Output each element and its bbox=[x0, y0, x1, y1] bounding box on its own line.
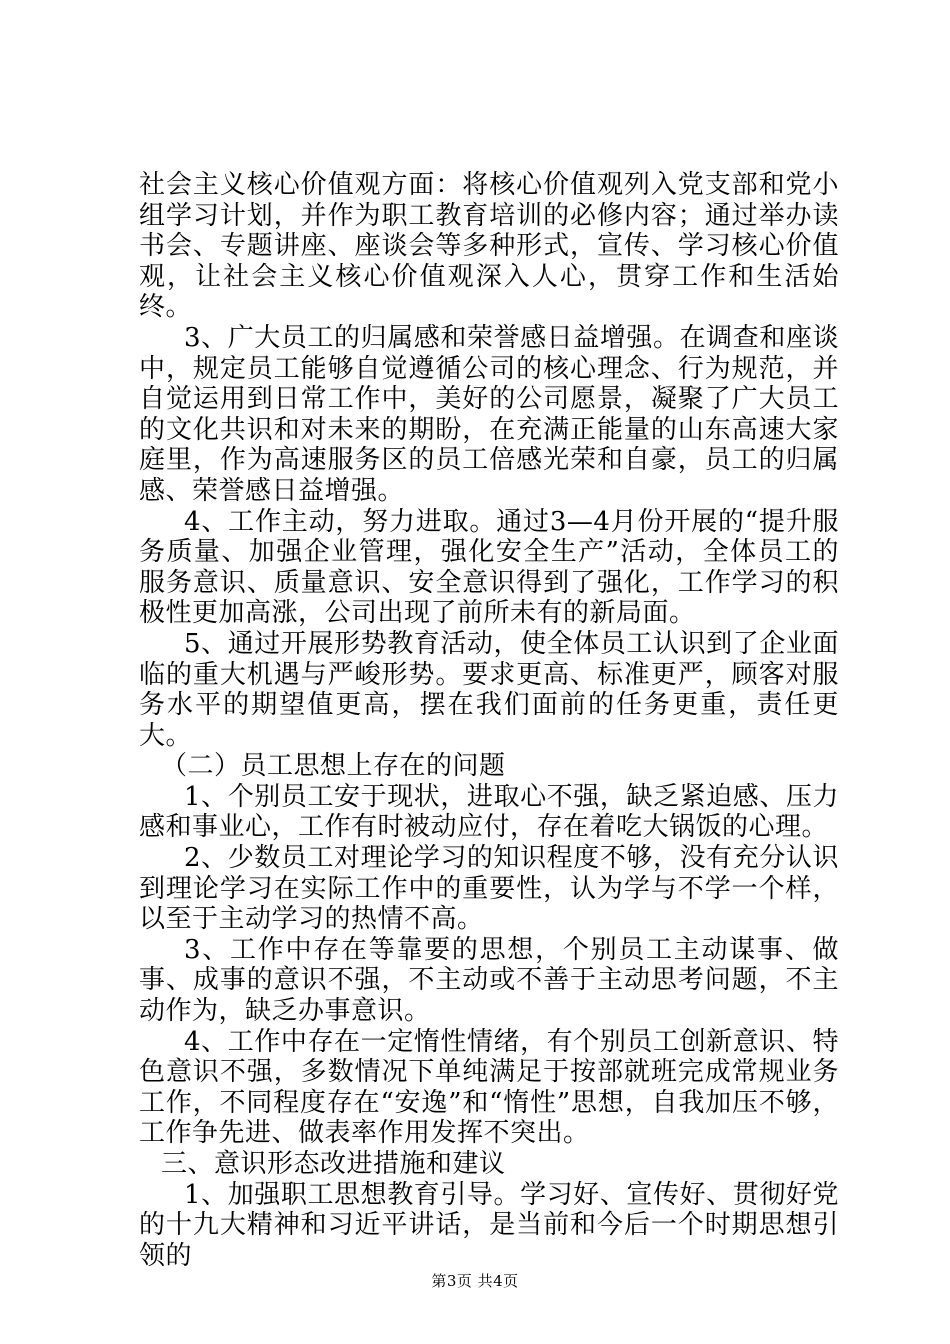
paragraph-problem-2: 2、少数员工对理论学习的知识程度不够，没有充分认识到理论学习在实际工作中的重要性，认为学与不学一个样，以至于主动学习的热情不高。 bbox=[139, 843, 839, 935]
paragraph-measure-1: 1、加强职工思想教育引导。学习好、宣传好、贯彻好党的十九大精神和习近平讲话，是当前和今后一个时期思想引领的 bbox=[139, 1179, 839, 1271]
paragraph-initiative: 4、工作主动，努力进取。通过3—4月份开展的“提升服务质量、加强企业管理，强化安全生产”活动，全体员工的服务意识、质量意识、安全意识得到了强化，工作学习的积极性更加高涨，公司出现了前所未有的新局面。 bbox=[139, 506, 839, 629]
section-heading-measures: 三、意识形态改进措施和建议 bbox=[161, 1149, 506, 1179]
paragraph-belonging: 3、广大员工的归属感和荣誉感日益增强。在调查和座谈中，规定员工能够自觉遵循公司的核心理念、行为规范，并自觉运用到日常工作中，美好的公司愿景，凝聚了广大员工的文化共识和对未来的期盼，在充满正能量的山东高速大家庭里，作为高速服务区的员工倍感光荣和自豪，员工的归属感、荣誉感日益增强。 bbox=[139, 322, 839, 506]
paragraph-problem-4: 4、工作中存在一定惰性情绪，有个别员工创新意识、特色意识不强，多数情况下单纯满足于按部就班完成常规业务工作，不同程度存在“安逸”和“惰性”思想，自我加压不够，工作争先进、做表率作用发挥不突出。 bbox=[139, 1026, 839, 1149]
paragraph-situation-education: 5、通过开展形势教育活动，使全体员工认识到了企业面临的重大机遇与严峻形势。要求更高、标准更严，顾客对服务水平的期望值更高，摆在我们面前的任务更重，责任更大。 bbox=[139, 628, 839, 751]
paragraph-problem-3: 3、工作中存在等靠要的思想，个别员工主动谋事、做事、成事的意识不强，不主动或不善于主动思考问题，不主动作为，缺乏办事意识。 bbox=[139, 934, 839, 1027]
paragraph-problem-1: 1、个别员工安于现状，进取心不强，缺乏紧迫感、压力感和事业心，工作有时被动应付，存在着吃大锅饭的心理。 bbox=[139, 781, 839, 843]
section-heading-problems: （二）员工思想上存在的问题 bbox=[161, 751, 506, 782]
document-body bbox=[139, 170, 839, 1271]
page-number-footer: 第3页 共4页 bbox=[431, 1272, 519, 1290]
paragraph-value-system: 社会主义核心价值观方面：将核心价值观列入党支部和党小组学习计划，并作为职工教育培训的必修内容；通过举办读书会、专题讲座、座谈会等多种形式，宣传、学习核心价值观，让社会主义核心价值观深入人心，贯穿工作和生活始终。 bbox=[139, 170, 839, 323]
